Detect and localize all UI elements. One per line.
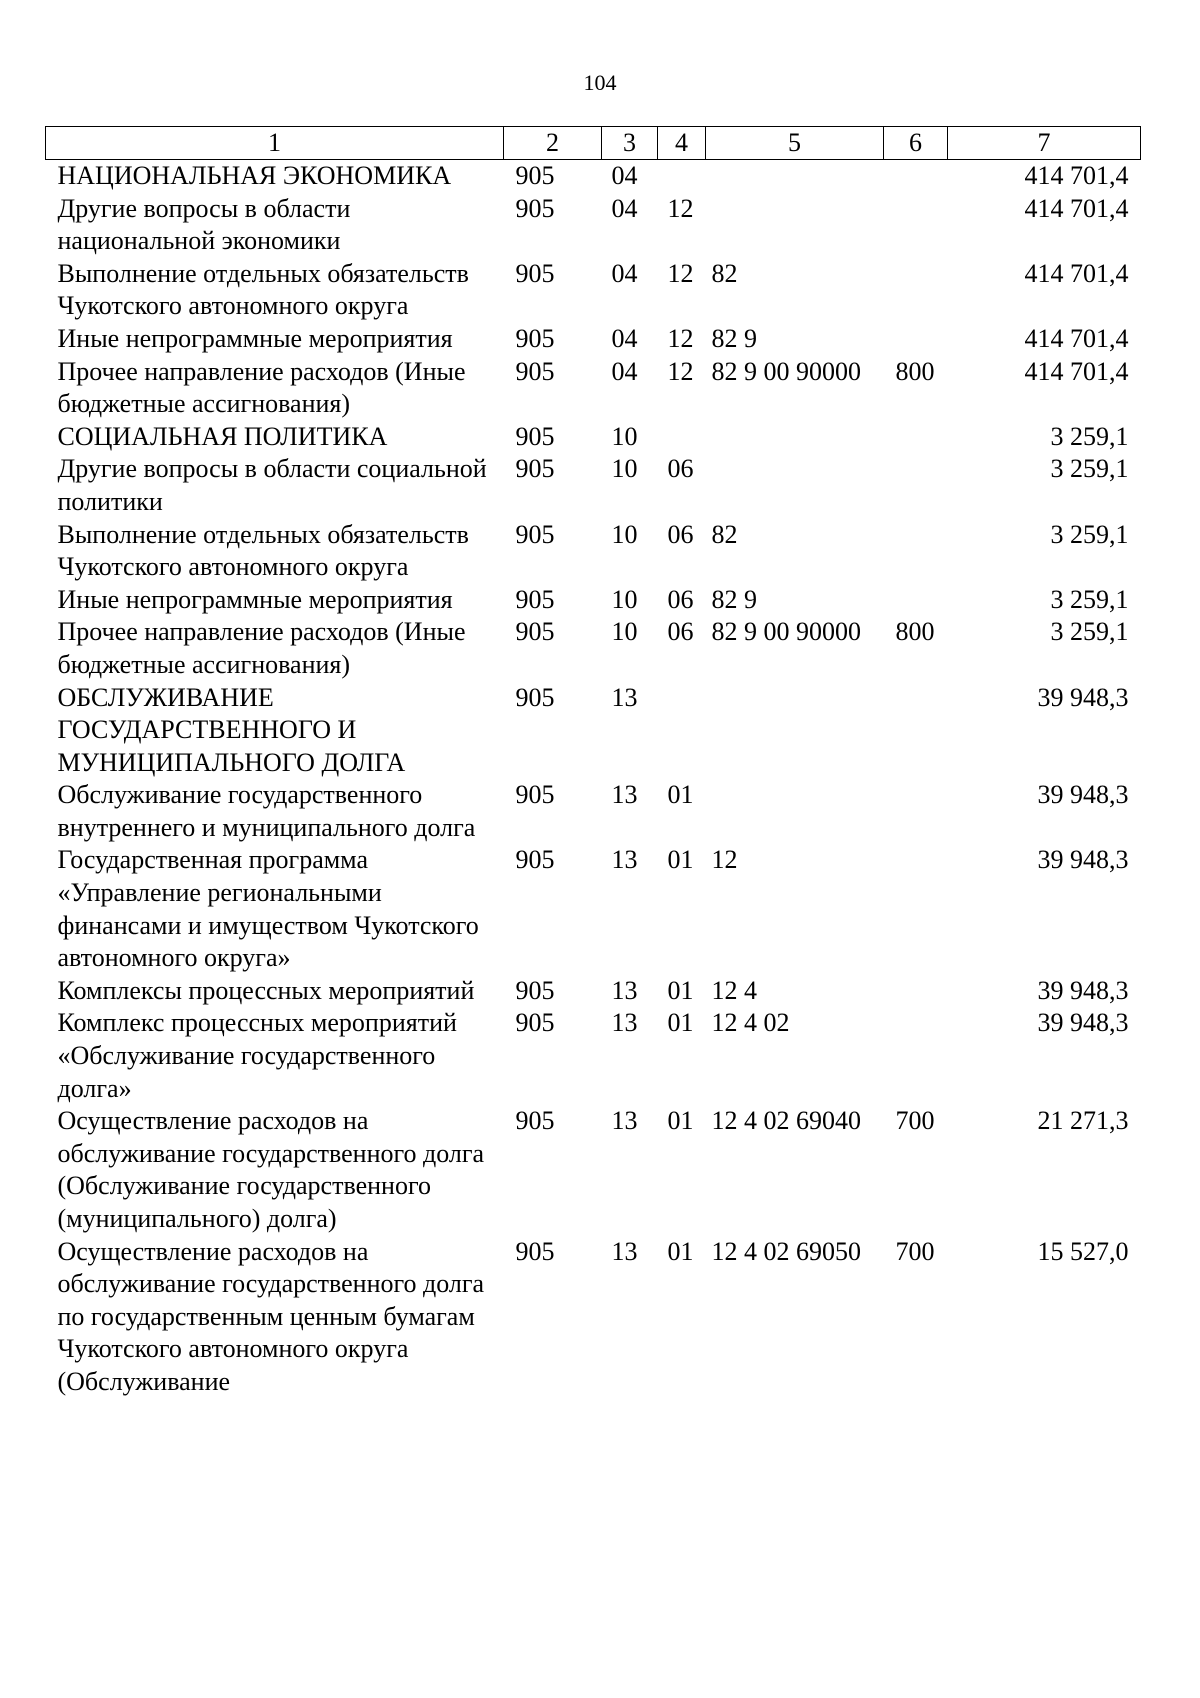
cell-col-6 (884, 258, 948, 323)
cell-col-3: 04 (611, 161, 638, 190)
cell-col-3: 13 (611, 682, 638, 712)
cell-col-6 (884, 193, 948, 258)
cell-name: Прочее направление расходов (Иные бюджетные ассигнования) (57, 356, 466, 419)
cell-col-4: 01 (667, 1236, 694, 1266)
cell-col-5: 12 4 02 (711, 1008, 790, 1038)
cell-amount: 39 948,3 (1037, 845, 1129, 875)
cell-col-4: 01 (667, 780, 694, 810)
cell-col-4: 06 (667, 519, 694, 549)
cell-col-4: 01 (667, 845, 694, 875)
cell-col-3: 13 (611, 780, 638, 810)
cell-name: Иные непрограммные мероприятия (57, 323, 453, 353)
cell-col-3: 13 (611, 975, 638, 1005)
cell-col-4: 12 (667, 356, 694, 386)
table-row (46, 682, 1141, 780)
cell-col-3: 13 (611, 1106, 638, 1136)
table-row (46, 453, 1141, 518)
cell-col-4: 01 (667, 975, 694, 1005)
cell-name: Иные непрограммные мероприятия (57, 584, 453, 614)
cell-col-2: 905 (515, 258, 555, 288)
table-row (46, 616, 1141, 681)
cell-col-3: 13 (611, 1008, 638, 1038)
cell-col-3: 10 (611, 454, 638, 484)
table-header-row (46, 127, 1141, 160)
table-row (46, 323, 1141, 356)
cell-col-6: 700 (895, 1236, 935, 1266)
cell-col-5: 82 9 (711, 584, 757, 614)
cell-name: Обслуживание государственного внутреннего и муниципального долга (57, 780, 476, 842)
table-row (46, 1105, 1141, 1235)
cell-col-3: 04 (611, 323, 638, 353)
cell-col-4 (658, 421, 706, 454)
table-row (46, 975, 1141, 1008)
cell-col-2: 905 (515, 161, 555, 190)
cell-col-6: 800 (895, 356, 935, 386)
header-col-7: 7 (948, 127, 1141, 160)
header-col-4: 4 (658, 127, 706, 160)
cell-amount: 3 259,1 (1050, 584, 1129, 614)
cell-col-3: 10 (611, 584, 638, 614)
cell-col-4: 12 (667, 258, 694, 288)
cell-col-2: 905 (515, 356, 555, 386)
cell-amount: 15 527,0 (1037, 1236, 1129, 1266)
table-row (46, 1007, 1141, 1105)
cell-amount: 414 701,4 (1024, 193, 1129, 223)
cell-col-2: 905 (515, 780, 555, 810)
cell-amount: 3 259,1 (1050, 421, 1129, 451)
table-row (46, 421, 1141, 454)
cell-col-2: 905 (515, 1106, 555, 1136)
cell-col-3: 04 (611, 356, 638, 386)
cell-col-6 (884, 682, 948, 780)
cell-col-6 (884, 779, 948, 844)
cell-col-2: 905 (515, 1236, 555, 1266)
cell-amount: 39 948,3 (1037, 780, 1129, 810)
cell-col-2: 905 (515, 682, 555, 712)
table-row (46, 844, 1141, 974)
cell-name: Другие вопросы в области социальной политики (57, 454, 487, 516)
cell-col-4: 12 (667, 193, 694, 223)
cell-amount: 39 948,3 (1037, 682, 1129, 712)
cell-col-5: 12 4 02 69040 (711, 1106, 861, 1136)
cell-name: Другие вопросы в области национальной экономики (57, 193, 351, 256)
cell-col-5: 12 4 02 69050 (711, 1236, 861, 1266)
budget-table (45, 126, 1141, 1399)
cell-col-4: 06 (667, 617, 694, 647)
cell-col-2: 905 (515, 519, 555, 549)
cell-amount: 414 701,4 (1024, 323, 1129, 353)
cell-col-2: 905 (515, 421, 555, 451)
cell-name: Осуществление расходов на обслуживание государственного долга (Обслуживание государственного (муниципального) долга) (57, 1106, 485, 1233)
cell-col-5: 82 (711, 519, 738, 549)
cell-col-5 (706, 453, 884, 518)
cell-col-6 (884, 975, 948, 1008)
cell-col-5: 12 4 (711, 975, 757, 1005)
cell-col-5 (706, 160, 884, 193)
cell-col-6: 700 (895, 1106, 935, 1136)
cell-amount: 3 259,1 (1050, 617, 1129, 647)
header-col-6: 6 (884, 127, 948, 160)
cell-amount: 414 701,4 (1024, 356, 1129, 386)
table-row (46, 584, 1141, 617)
cell-col-5: 82 9 00 90000 (711, 617, 861, 647)
cell-col-4: 01 (667, 1008, 694, 1038)
cell-name: Прочее направление расходов (Иные бюджетные ассигнования) (57, 617, 466, 679)
table-row (46, 1236, 1141, 1399)
cell-amount: 39 948,3 (1037, 975, 1129, 1005)
cell-col-6: 800 (895, 617, 935, 647)
header-col-3: 3 (602, 127, 658, 160)
cell-col-4: 12 (667, 323, 694, 353)
cell-col-5 (706, 779, 884, 844)
cell-col-4 (658, 682, 706, 780)
cell-col-5 (706, 682, 884, 780)
cell-col-3: 04 (611, 193, 638, 223)
header-col-2: 2 (504, 127, 602, 160)
cell-col-2: 905 (515, 845, 555, 875)
table-row (46, 779, 1141, 844)
cell-amount: 39 948,3 (1037, 1008, 1129, 1038)
header-col-5: 5 (706, 127, 884, 160)
cell-amount: 3 259,1 (1050, 519, 1129, 549)
cell-col-3: 10 (611, 421, 638, 451)
cell-name: ОБСЛУЖИВАНИЕ ГОСУДАРСТВЕННОГО И МУНИЦИПАЛЬНОГО ДОЛГА (57, 682, 406, 777)
cell-col-6 (884, 1007, 948, 1105)
cell-amount: 3 259,1 (1050, 454, 1129, 484)
cell-col-2: 905 (515, 193, 555, 223)
cell-col-6 (884, 421, 948, 454)
cell-amount: 21 271,3 (1037, 1106, 1129, 1136)
cell-col-3: 13 (611, 1236, 638, 1266)
cell-col-5: 82 9 00 90000 (711, 356, 861, 386)
cell-col-6 (884, 519, 948, 584)
cell-name: Комплекс процессных мероприятий «Обслуживание государственного долга» (57, 1008, 457, 1103)
cell-col-3: 04 (611, 258, 638, 288)
cell-col-5: 12 (711, 845, 738, 875)
cell-name: Выполнение отдельных обязательств Чукотского автономного округа (57, 519, 469, 582)
cell-name: Осуществление расходов на обслуживание государственного долга по государственным ценным бумагам Чукотского автономного округа (Обслуживание (57, 1236, 485, 1396)
cell-name: Выполнение отдельных обязательств Чукотского автономного округа (57, 258, 469, 321)
cell-col-5 (706, 421, 884, 454)
cell-name: Комплексы процессных мероприятий (57, 975, 475, 1005)
cell-col-6 (884, 323, 948, 356)
table-row (46, 160, 1141, 193)
cell-col-5: 82 9 (711, 323, 757, 353)
cell-col-3: 10 (611, 617, 638, 647)
table-row (46, 356, 1141, 421)
cell-col-2: 905 (515, 617, 555, 647)
page-number: 104 (583, 70, 617, 95)
table-row (46, 258, 1141, 323)
cell-col-4: 06 (667, 454, 694, 484)
cell-col-2: 905 (515, 584, 555, 614)
cell-name: НАЦИОНАЛЬНАЯ ЭКОНОМИКА (57, 161, 452, 190)
cell-col-3: 10 (611, 519, 638, 549)
table-row (46, 519, 1141, 584)
cell-col-2: 905 (515, 1008, 555, 1038)
cell-col-6 (884, 844, 948, 974)
cell-col-4: 01 (667, 1106, 694, 1136)
cell-col-6 (884, 160, 948, 193)
table-row (46, 193, 1141, 258)
cell-name: СОЦИАЛЬНАЯ ПОЛИТИКА (57, 421, 388, 451)
header-col-1: 1 (46, 127, 504, 160)
cell-amount: 414 701,4 (1024, 258, 1129, 288)
cell-col-4: 06 (667, 584, 694, 614)
cell-col-5 (706, 193, 884, 258)
cell-amount: 414 701,4 (1024, 161, 1129, 190)
cell-col-5: 82 (711, 258, 738, 288)
cell-col-6 (884, 453, 948, 518)
cell-col-2: 905 (515, 323, 555, 353)
cell-col-2: 905 (515, 454, 555, 484)
cell-col-3: 13 (611, 845, 638, 875)
cell-col-2: 905 (515, 975, 555, 1005)
cell-col-4 (658, 160, 706, 193)
cell-col-6 (884, 584, 948, 617)
cell-name: Государственная программа «Управление региональными финансами и имуществом Чукотского автономного округа» (57, 845, 479, 973)
